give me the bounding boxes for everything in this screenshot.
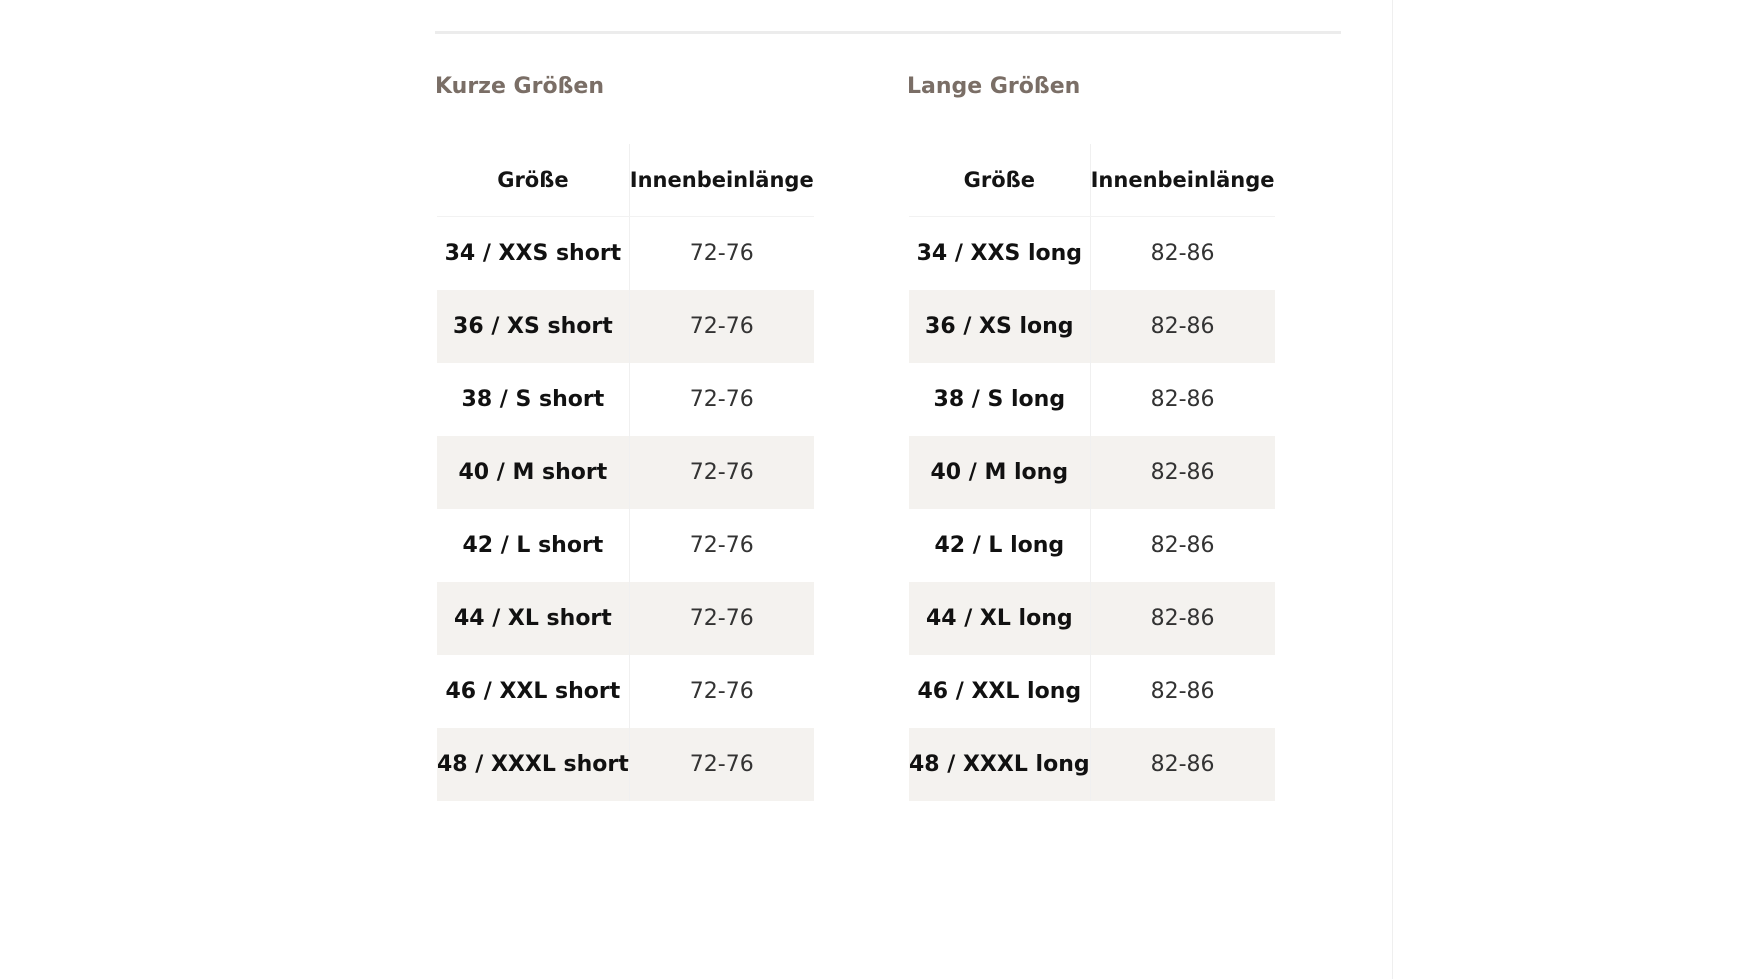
size-cell: 44 / XL long	[909, 582, 1090, 655]
inseam-cell: 82-86	[1090, 436, 1274, 509]
size-cell: 48 / XXXL long	[909, 728, 1090, 801]
table-row	[909, 582, 1275, 655]
size-cell: 38 / S short	[437, 363, 629, 436]
size-cell: 36 / XS long	[909, 290, 1090, 363]
size-cell: 34 / XXS short	[437, 217, 629, 291]
long-sizes-table	[909, 144, 1275, 801]
column-header-inseam: Innenbeinlänge	[1090, 144, 1274, 217]
inseam-cell: 72-76	[629, 217, 813, 291]
table-row	[909, 363, 1275, 436]
table-row	[437, 290, 814, 363]
long-sizes-title: Lange Größen	[907, 74, 1081, 99]
table-row	[437, 655, 814, 728]
table-row	[437, 728, 814, 801]
table-row	[909, 436, 1275, 509]
table-row	[437, 217, 814, 291]
right-divider	[1392, 0, 1393, 979]
table-row	[909, 217, 1275, 291]
table-row	[909, 509, 1275, 582]
size-cell: 38 / S long	[909, 363, 1090, 436]
size-cell: 46 / XXL long	[909, 655, 1090, 728]
table-row	[437, 582, 814, 655]
size-cell: 42 / L long	[909, 509, 1090, 582]
inseam-cell: 82-86	[1090, 582, 1274, 655]
table-row	[909, 290, 1275, 363]
column-header-size: Größe	[437, 144, 629, 217]
inseam-cell: 72-76	[629, 728, 813, 801]
inseam-cell: 82-86	[1090, 728, 1274, 801]
inseam-cell: 72-76	[629, 436, 813, 509]
short-sizes-title: Kurze Größen	[435, 74, 604, 99]
table-row	[437, 363, 814, 436]
column-header-inseam: Innenbeinlänge	[629, 144, 813, 217]
size-cell: 40 / M long	[909, 436, 1090, 509]
size-cell: 46 / XXL short	[437, 655, 629, 728]
inseam-cell: 72-76	[629, 363, 813, 436]
inseam-cell: 82-86	[1090, 363, 1274, 436]
inseam-cell: 82-86	[1090, 509, 1274, 582]
size-cell: 42 / L short	[437, 509, 629, 582]
table-row	[909, 655, 1275, 728]
inseam-cell: 82-86	[1090, 290, 1274, 363]
table-row	[437, 509, 814, 582]
size-cell: 34 / XXS long	[909, 217, 1090, 291]
inseam-cell: 72-76	[629, 655, 813, 728]
size-cell: 40 / M short	[437, 436, 629, 509]
top-divider	[435, 31, 1341, 34]
table-row	[437, 436, 814, 509]
short-sizes-table	[437, 144, 814, 801]
inseam-cell: 82-86	[1090, 217, 1274, 291]
column-header-size: Größe	[909, 144, 1090, 217]
size-cell: 48 / XXXL short	[437, 728, 629, 801]
inseam-cell: 72-76	[629, 290, 813, 363]
size-cell: 36 / XS short	[437, 290, 629, 363]
table-header-row	[909, 144, 1275, 217]
inseam-cell: 72-76	[629, 509, 813, 582]
size-cell: 44 / XL short	[437, 582, 629, 655]
inseam-cell: 82-86	[1090, 655, 1274, 728]
table-row	[909, 728, 1275, 801]
table-header-row	[437, 144, 814, 217]
inseam-cell: 72-76	[629, 582, 813, 655]
